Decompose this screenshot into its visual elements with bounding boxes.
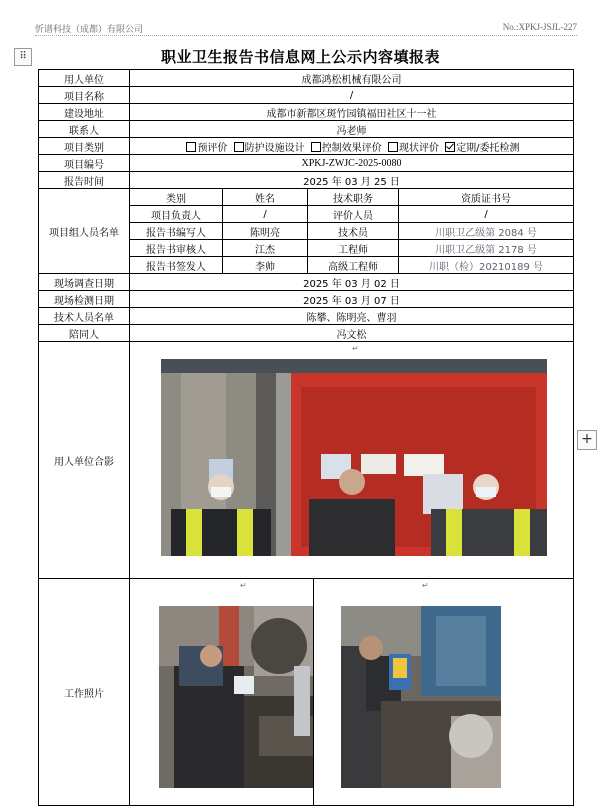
companion-value[interactable]: 冯文松 bbox=[130, 325, 574, 342]
team-label: 项目组人员名单 bbox=[39, 189, 130, 274]
team-cell-cert[interactable]: 川职卫乙级第 2178 号 bbox=[399, 240, 574, 257]
checkbox-icon[interactable] bbox=[186, 142, 196, 152]
checkbox-icon[interactable] bbox=[388, 142, 398, 152]
row-address bbox=[39, 104, 574, 121]
category-option[interactable]: 防护设施设计 bbox=[231, 143, 305, 154]
work-photo-left-image bbox=[159, 606, 314, 788]
group-photo[interactable] bbox=[161, 359, 547, 556]
project-name-value[interactable]: / bbox=[130, 87, 574, 104]
row-contact bbox=[39, 121, 574, 138]
team-header-name: 姓名 bbox=[223, 189, 308, 206]
work-photo-label: 工作照片 bbox=[39, 579, 130, 806]
row-companion bbox=[39, 325, 574, 342]
work-photo-left[interactable] bbox=[159, 606, 314, 788]
team-cell-cert[interactable]: 川职（检）20210189 号 bbox=[399, 257, 574, 274]
tech-staff-label: 技术人员名单 bbox=[39, 308, 130, 325]
team-header-row bbox=[39, 189, 574, 206]
checkbox-icon[interactable] bbox=[311, 142, 321, 152]
team-cell-title[interactable]: 技术员 bbox=[308, 223, 399, 240]
test-date-label: 现场检测日期 bbox=[39, 291, 130, 308]
row-survey-date bbox=[39, 274, 574, 291]
report-time-value[interactable]: 2025 年 03 月 25 日 bbox=[130, 172, 574, 189]
category-option[interactable]: 控制效果评价 bbox=[308, 143, 382, 154]
project-no-label: 项目编号 bbox=[39, 155, 130, 172]
add-row-icon[interactable]: + bbox=[577, 430, 597, 450]
category-label: 项目类别 bbox=[39, 138, 130, 155]
tech-staff-value[interactable]: 陈攀、陈明亮、曹羽 bbox=[130, 308, 574, 325]
row-project-name bbox=[39, 87, 574, 104]
group-photo-image bbox=[161, 359, 547, 556]
team-cell-name[interactable]: 江杰 bbox=[223, 240, 308, 257]
info-form-table bbox=[38, 69, 574, 806]
para-mark-icon: ↵ bbox=[422, 581, 429, 590]
team-cell-title[interactable]: 工程师 bbox=[308, 240, 399, 257]
team-cell-title[interactable]: 高级工程师 bbox=[308, 257, 399, 274]
survey-date-label: 现场调查日期 bbox=[39, 274, 130, 291]
project-name-label: 项目名称 bbox=[39, 87, 130, 104]
team-header-title: 技术职务 bbox=[308, 189, 399, 206]
header-divider bbox=[35, 35, 577, 36]
checkbox-icon[interactable] bbox=[234, 142, 244, 152]
row-category bbox=[39, 138, 574, 155]
row-employer bbox=[39, 70, 574, 87]
address-label: 建设地址 bbox=[39, 104, 130, 121]
para-mark-icon: ↵ bbox=[352, 344, 359, 353]
test-date-value[interactable]: 2025 年 03 月 07 日 bbox=[130, 291, 574, 308]
checkbox-checked-icon[interactable] bbox=[445, 142, 455, 152]
survey-date-value[interactable]: 2025 年 03 月 02 日 bbox=[130, 274, 574, 291]
move-handle-icon[interactable]: ⠿ bbox=[14, 48, 32, 66]
team-cell-cert[interactable]: 川职卫乙级第 2084 号 bbox=[399, 223, 574, 240]
employer-value[interactable]: 成都鸿松机械有限公司 bbox=[130, 70, 574, 87]
row-tech-staff bbox=[39, 308, 574, 325]
team-cell-name[interactable]: 李帅 bbox=[223, 257, 308, 274]
contact-label: 联系人 bbox=[39, 121, 130, 138]
group-photo-cell[interactable] bbox=[130, 342, 574, 579]
contact-value[interactable]: 冯老师 bbox=[130, 121, 574, 138]
team-cell-name[interactable]: / bbox=[223, 206, 308, 223]
group-photo-label: 用人单位合影 bbox=[39, 342, 130, 579]
header-doc-no: No.:XPKJ-JSJL-227 bbox=[502, 22, 577, 32]
work-photo-right[interactable] bbox=[341, 606, 501, 788]
category-option[interactable]: 现状评价 bbox=[385, 143, 439, 154]
team-cell-name[interactable]: 陈明亮 bbox=[223, 223, 308, 240]
row-report-time bbox=[39, 172, 574, 189]
address-value[interactable]: 成都市新都区斑竹园镇福田社区十一社 bbox=[130, 104, 574, 121]
team-cell-cert[interactable]: / bbox=[399, 206, 574, 223]
row-work-photos bbox=[39, 579, 574, 806]
companion-label: 陪同人 bbox=[39, 325, 130, 342]
team-cell-role: 项目负责人 bbox=[130, 206, 223, 223]
employer-label: 用人单位 bbox=[39, 70, 130, 87]
team-cell-role: 报告书审核人 bbox=[130, 240, 223, 257]
category-option[interactable]: 定期/委托检测 bbox=[442, 143, 519, 154]
team-cell-role: 报告书签发人 bbox=[130, 257, 223, 274]
row-project-no bbox=[39, 155, 574, 172]
report-time-label: 报告时间 bbox=[39, 172, 130, 189]
category-options bbox=[130, 138, 574, 155]
project-no-value[interactable]: XPKJ-ZWJC-2025-0080 bbox=[130, 155, 574, 172]
team-cell-title[interactable]: 评价人员 bbox=[308, 206, 399, 223]
header-company: 忻谱科技（成都）有限公司 bbox=[35, 25, 144, 35]
work-photo-right-image bbox=[341, 606, 501, 788]
category-option[interactable]: 预评价 bbox=[183, 143, 227, 154]
work-photo-cell-right[interactable] bbox=[314, 579, 574, 806]
team-header-category: 类别 bbox=[130, 189, 223, 206]
row-test-date bbox=[39, 291, 574, 308]
work-photo-cell-left[interactable] bbox=[130, 579, 314, 806]
row-group-photo bbox=[39, 342, 574, 579]
page-title: 职业卫生报告书信息网上公示内容填报表 bbox=[160, 48, 440, 66]
team-cell-role: 报告书编写人 bbox=[130, 223, 223, 240]
team-header-cert: 资质证书号 bbox=[399, 189, 574, 206]
para-mark-icon: ↵ bbox=[240, 581, 247, 590]
